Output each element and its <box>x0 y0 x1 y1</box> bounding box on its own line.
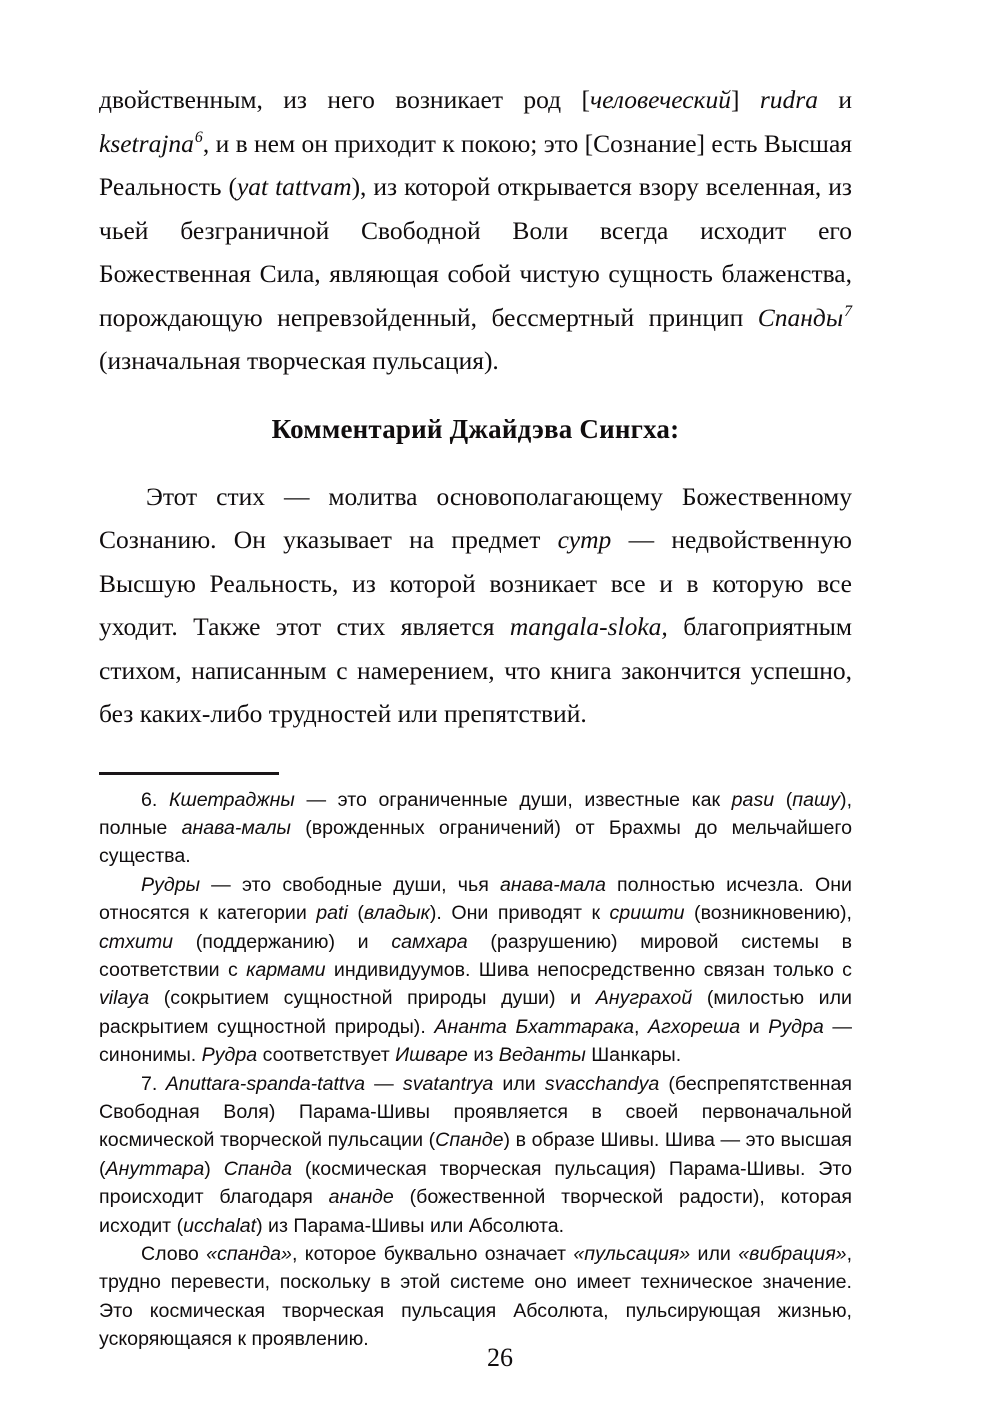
footnote-item: Рудры — это свободные души, чья анава-мала полностью исчезла. Они относятся к категории pati (владык). Они приводят к сришти (возникновению), стхити (поддержанию) и самхара (разрушению) мировой системы в соответствии с кармами индивидуумов. Шива непосредственно связан только с vilaya (сокрытием сущностной природы души) и Ануграхой (милостью или раскрытием сущностной природы). Ананта Бхаттарака, Агхореша и Рудра — синонимы. Рудра соответствует Ишваре из Веданты Шанкары. <box>99 873 853 1067</box>
page-number: 26 <box>487 1343 513 1372</box>
footnote-list <box>99 786 852 1354</box>
body-paragraph-continued: двойственным, из него возникает род [человеческий] rudra и ksetrajna$^6$, и в нем он приходит к покою; это [Сознание] есть Высшая Реальность (yat tattvam), из которой открывается взору вселенная, из чьей безграничной Свободной Воли всегда исходит его Божественная Сила, являющая собой чистую сущность блаженства, порождающую непревзойденный, бессмертный принцип Спанды$^7$ (изначальная творческая пульсация). <box>99 85 852 375</box>
footnote-number: 7. <box>141 1072 158 1095</box>
spacer <box>99 736 852 772</box>
footnote-marker: 6 <box>194 129 203 146</box>
footnote-marker: 7 <box>844 303 852 320</box>
footnote-item: 7. Anuttara-spanda-tattva — svatantrya или svacchandya (беспрепятственная Свободная Воля) Парама-Шивы проявляется в своей первоначальной космической творческой пульсации (Спанде) в образе Шивы. Шива — это высшая (Ануттара) Спанда (космическая творческая пульсация) Парама-Шивы. Это происходит благодаря ананде (божественной творческой радости), которая исходит (ucchalat) из Парама-Шивы или Абсолюта. <box>99 1072 852 1237</box>
commentary-paragraph: Этот стих — молитва основополагающему Божественному Сознанию. Он указывает на предмет сутр — недвойственную Высшую Реальность, из которой возникает все и в которую все уходит. Также этот стих является mangala-sloka, благоприятным стихом, написанным с намерением, что книга закончится успешно, без каких-либо трудностей или препятствий. <box>99 481 852 728</box>
commentary-heading: Комментарий Джайдэва Сингха: <box>271 413 680 444</box>
footnote-separator <box>99 772 279 775</box>
footnote-number: 6. <box>141 788 158 811</box>
footnote-item: Слово «спанда», которое буквально означает «пульсация» или «вибрация», трудно перевести, поскольку в этой системе оно имеет техническое значение. Это космическая творческая пульсация Абсолюта, пульсирующая жизнью, ускоряющаяся к проявлению. <box>99 1243 853 1351</box>
page-content <box>99 78 852 1354</box>
footnote-item: 6. Кшетраджны — это ограниченные души, известные как pasu (пашу), полные анава-малы (врожденных ограничений) от Брахмы до мельчайшего существа. <box>99 788 853 868</box>
